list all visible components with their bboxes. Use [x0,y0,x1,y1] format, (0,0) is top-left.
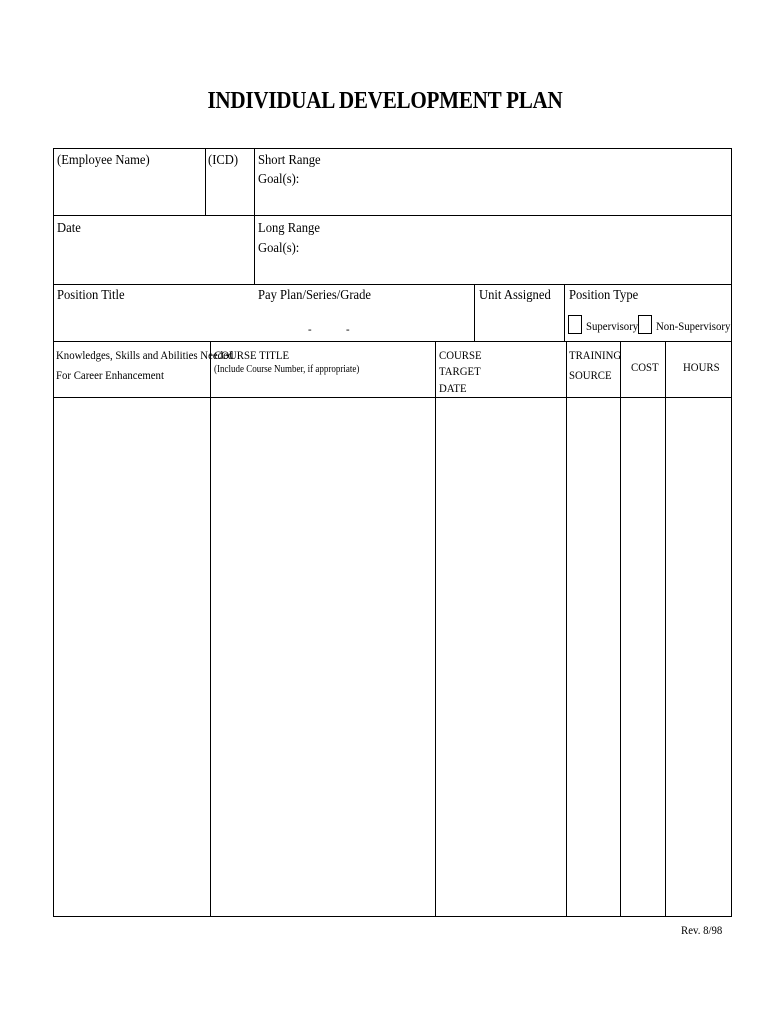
course-title-note: (Include Course Number, if appropriate) [214,364,360,375]
date-label: Date [57,221,81,236]
position-title-label: Position Title [57,288,125,303]
ksa-header-line1: Knowledges, Skills and Abilities Needed [56,348,234,362]
pay-plan-dash: - [346,322,350,336]
unit-assigned-label: Unit Assigned [479,288,551,303]
position-type-label: Position Type [569,288,639,303]
short-range-label-line1: Short Range [258,153,321,168]
target-date-header-line3: DATE [439,381,467,395]
icd-label: (ICD) [208,153,239,168]
pay-plan-label: Pay Plan/Series/Grade [258,288,372,303]
pay-plan-dash: - [308,322,312,336]
training-source-header-line1: TRAINING [569,348,622,362]
supervisory-checkbox[interactable] [568,315,582,334]
hours-header: HOURS [683,360,720,374]
long-range-label-line1: Long Range [258,221,320,236]
course-title-header: COURSE TITLE [214,348,290,362]
training-source-header-line2: SOURCE [569,368,612,382]
non-supervisory-checkbox[interactable] [638,315,652,334]
cost-header: COST [631,360,659,374]
target-date-header-line1: COURSE [439,348,482,362]
revision-note: Rev. 8/98 [681,923,723,937]
page-title: INDIVIDUAL DEVELOPMENT PLAN [207,88,563,114]
non-supervisory-label: Non-Supervisory [656,319,731,333]
ksa-header-line2: For Career Enhancement [56,368,164,382]
supervisory-label: Supervisory [586,319,639,333]
long-range-label-line2: Goal(s): [258,241,300,256]
target-date-header-line2: TARGET [439,364,481,378]
employee-name-label: (Employee Name) [57,153,150,168]
short-range-label-line2: Goal(s): [258,172,300,187]
